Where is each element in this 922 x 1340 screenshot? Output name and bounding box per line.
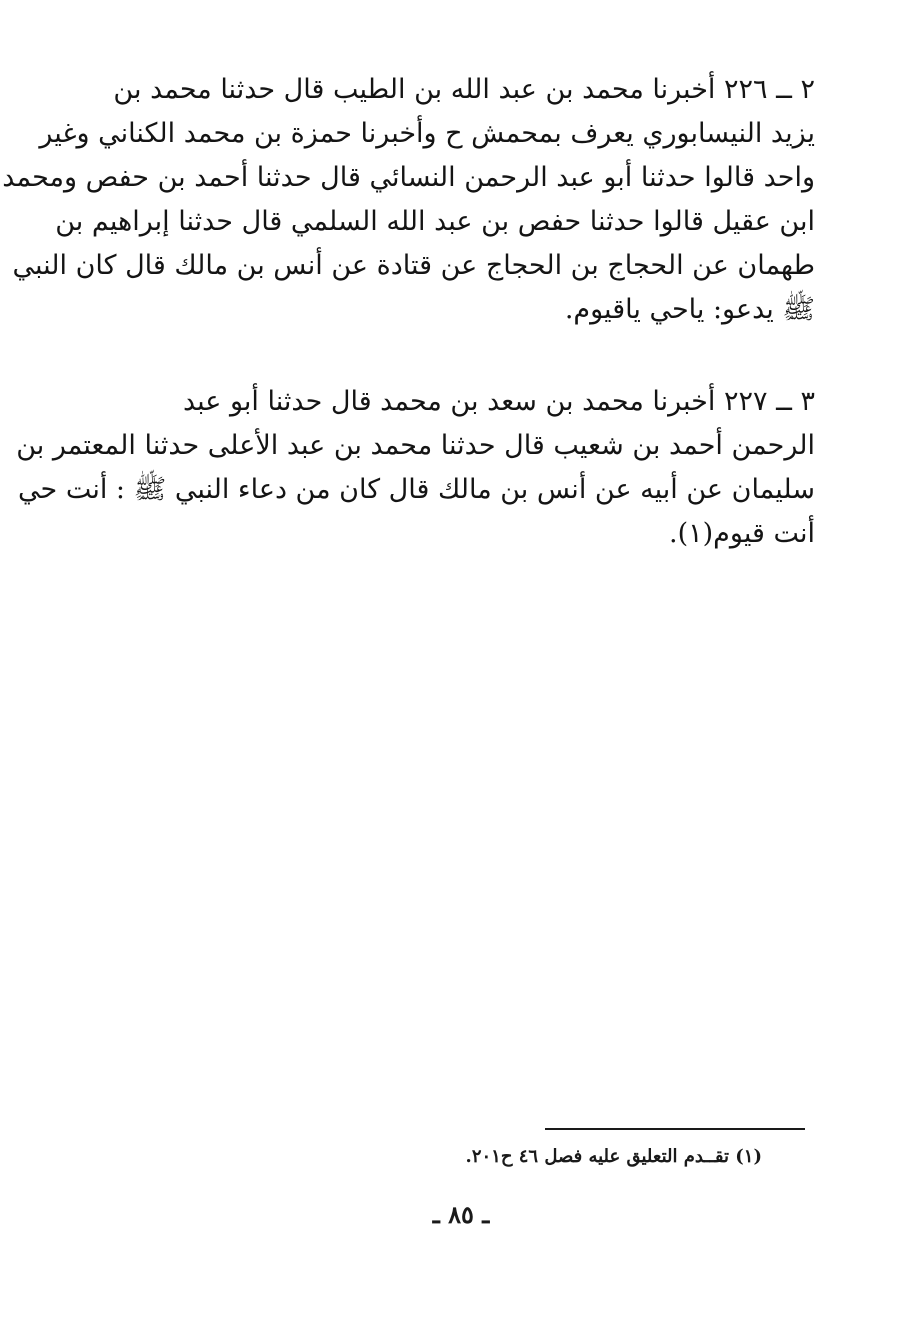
footnote: (١) تقــدم التعليق عليه فصل ٤٦ ح٢٠١. [465, 1146, 762, 1167]
text-line: الرحمن أحمد بن شعيب قال حدثنا محمد بن عبد الأعلى حدثنا المعتمر بن [16, 430, 815, 461]
text-line: واحد قالوا حدثنا أبو عبد الرحمن النسائي قال حدثنا أحمد بن حفص ومحمد [2, 162, 815, 193]
text-line: ﷺ يدعو: ياحي ياقيوم. [564, 294, 815, 325]
footnote-divider [545, 1128, 805, 1130]
hadith-paragraph-226 [2, 68, 815, 332]
hadith-paragraph-227 [16, 380, 815, 556]
text-line: سليمان عن أبيه عن أنس بن مالك قال كان من دعاء النبي ﷺ : أنت حي [18, 474, 815, 505]
text-line: ٣ ــ ٢٢٧ أخبرنا محمد بن سعد بن محمد قال حدثنا أبو عبد [182, 386, 815, 417]
text-line: طهمان عن الحجاج بن الحجاج عن قتادة عن أنس بن مالك قال كان النبي [12, 250, 815, 281]
text-line: ٢ ــ ٢٢٦ أخبرنا محمد بن عبد الله بن الطيب قال حدثنا محمد بن [113, 74, 815, 105]
text-line: أنت قيوم(١). [668, 518, 815, 549]
page-number: ـ ٨٥ ـ [432, 1200, 490, 1229]
text-line: يزيد النيسابوري يعرف بمحمش ح وأخبرنا حمزة بن محمد الكناني وغير [39, 118, 815, 149]
text-line: ابن عقيل قالوا حدثنا حفص بن عبد الله السلمي قال حدثنا إبراهيم بن [55, 206, 815, 237]
